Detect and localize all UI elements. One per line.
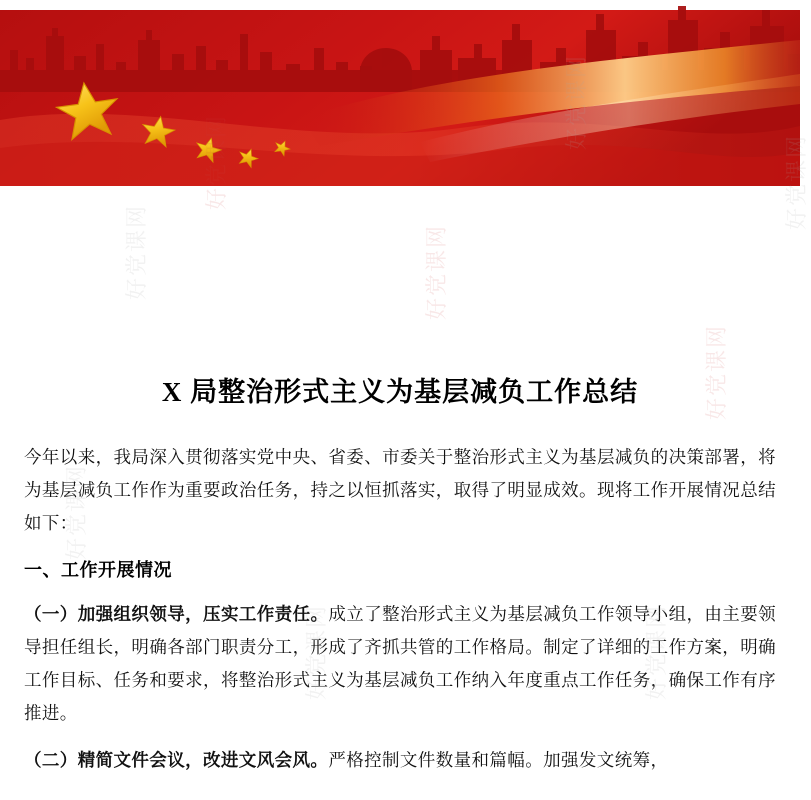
watermark-6: 好党课网 <box>304 603 329 700</box>
item-1 <box>24 598 776 730</box>
banner-graphic <box>0 0 800 192</box>
page-banner <box>0 0 800 192</box>
watermark-5: 好党课网 <box>704 323 729 420</box>
watermark-3: 好党课网 <box>424 223 449 320</box>
item-2-text: 严格控制文件数量和篇幅。加强发文统筹， <box>328 750 669 770</box>
title-spacer <box>24 192 776 370</box>
watermark-8: 好党课网 <box>124 203 149 300</box>
watermark-4: 好党课网 <box>64 463 89 560</box>
opening-paragraph: 今年以来，我局深入贯彻落实党中央、省委、市委关于整治形式主义为基层减负的决策部署，将为基层减负工作作为重要政治任务，持之以恒抓落实，取得了明显成效。现将工作开展情况总结如下： <box>24 447 776 533</box>
section-heading-1: 一、工作开展情况 <box>24 560 172 580</box>
item-1-text: 成立了整治形式主义为基层减负工作领导小组，由主要领导担任组长，明确各部门职责分工，形成了齐抓共管的工作格局。制定了详细的工作方案，明确工作目标、任务和要求，将整治形式主义为基层减负工作纳入年度重点工作任务，确保工作有序推进。 <box>24 604 776 723</box>
watermark-7: 好党课网 <box>644 603 669 700</box>
document-body <box>0 192 800 777</box>
item-1-lead: （一）加强组织领导，压实工作责任。 <box>24 604 329 624</box>
item-2-lead: （二）精简文件会议，改进文风会风。 <box>24 750 329 770</box>
item-2 <box>24 744 776 777</box>
page-title: X 局整治形式主义为基层减负工作总结 <box>161 377 639 407</box>
